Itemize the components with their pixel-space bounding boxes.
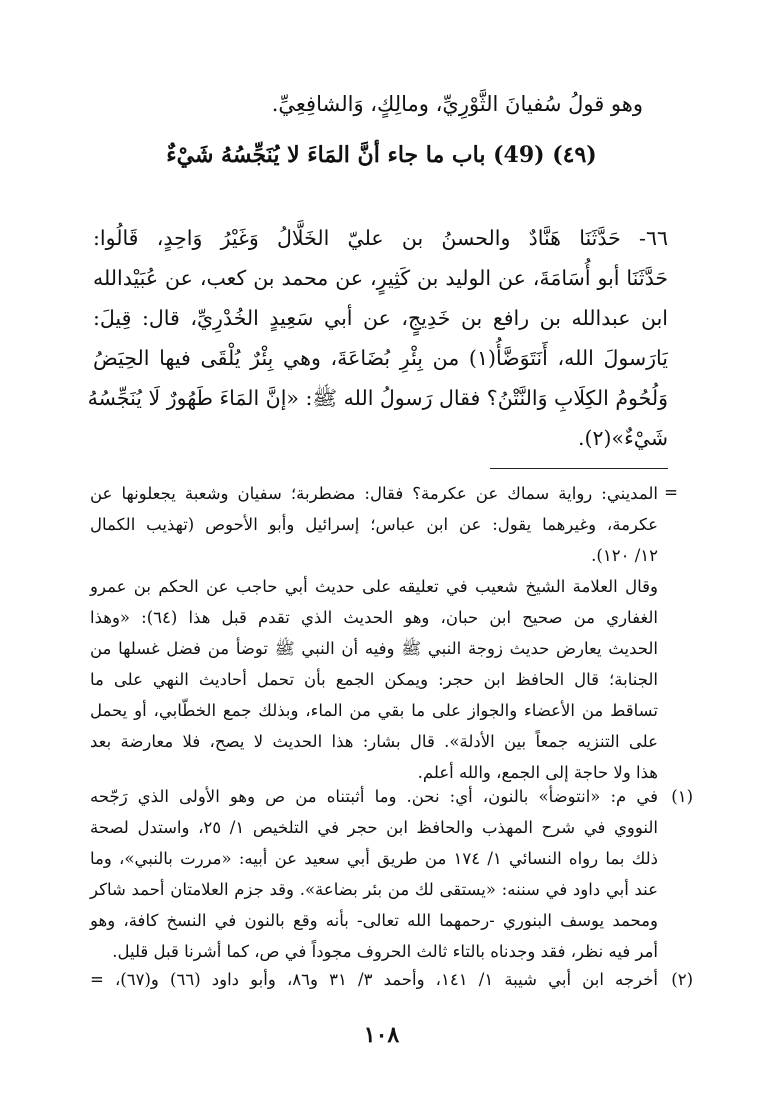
footnote-line: الغفاري من صحيح ابن حبان، وهو الحديث الذي تقدم قبل هذا (٦٤): «وهذا xyxy=(90,608,658,627)
footnote-1-line: ذلك بما رواه النسائي ١/ ١٧٤ من طريق أبي سعيد عن أبيه: «مررت بالنبي»، وما xyxy=(90,849,658,868)
hadith-line: شَيْءٌ»(٢). xyxy=(578,426,668,450)
footnote-line: هذا ولا حاجة إلى الجمع، والله أعلم. xyxy=(417,763,658,782)
footnote-1-line: عند أبي داود في سننه: «يستقى لك من بئر بضاعة». وقد جزم العلامتان أحمد شاكر xyxy=(90,880,658,899)
footnote-1-line: ومحمد يوسف البنوري -رحمهما الله تعالى- بأنه وقع بالنون في النسخ كافة، وهو xyxy=(90,911,658,930)
footnote-line: الجنابة؛ قال الحافظ ابن حجر: ويمكن الجمع بأن تحمل أحاديث النهي على ما xyxy=(90,670,658,689)
footnote-1-marker: (١) xyxy=(671,787,693,806)
footnote-line: عكرمة، وغيرهما يقول: عن ابن عباس؛ إسرائيل وأبو الأحوص (تهذيب الكمال xyxy=(90,515,658,534)
footnote-line: وقال العلامة الشيخ شعيب في تعليقه على حديث أبي حاجب عن الحكم بن عمرو xyxy=(90,577,658,596)
footnote-divider xyxy=(490,468,668,469)
footnote-line: الحديث يعارض حديث زوجة النبي ﷺ وفيه أن النبي ﷺ توضأ من فضل غسلها من xyxy=(90,639,658,658)
footnote-1-line: أمر فيه نظر، فقد وجدناه بالتاء ثالث الحروف مجوداً في ص، كما أشرنا قبل قليل. xyxy=(112,942,658,961)
footnote-1-line: النووي في شرح المهذب والحافظ ابن حجر في التلخيص ١/ ٢٥، واستدل لصحة xyxy=(90,818,658,837)
footnote-line: تساقط من الأعضاء والجواز على ما بقي من الماء، وبذلك جمع الخطّابي، أو يحمل xyxy=(90,701,658,720)
page-number: ١٠٨ xyxy=(363,1022,400,1048)
intro-line: وهو قولُ سُفيانَ الثَّوْرِيِّ، ومالِكٍ، وَالشافِعِيِّ. xyxy=(271,92,643,116)
hadith-line: حَدَّثَنَا أبو أُسَامَةَ، عن الوليد بن كَثِيرٍ، عن محمد بن كعب، عن عُبَيْدالله xyxy=(93,266,668,290)
footnote-line: المديني: رواية سماك عن عكرمة؟ فقال: مضطربة؛ سفيان وشعبة يجعلونها عن xyxy=(90,484,658,503)
footnote-line: على التنزيه جمعاً بين الأدلة». قال بشار: هذا الحديث لا يصح، فلا معارضة بعد xyxy=(90,732,658,751)
hadith-line: ابن عبدالله بن رافع بن خَدِيجٍ، عن أبي سَعِيدٍ الخُدْرِيِّ، قال: قِيلَ: xyxy=(93,306,668,330)
footnote-continuation-marker: = xyxy=(664,483,678,502)
footnote-1-line: في م: «انتوضأ» بالنون، أي: نحن. وما أثبتناه من ص وهو الأولى الذي رَجّحه xyxy=(90,787,658,806)
chapter-heading: (٤٩) (49) باب ما جاء أنَّ المَاءَ لا يُنَجِّسُهُ شَيْءٌ xyxy=(166,142,597,168)
hadith-line: ٦٦- حَدَّثَنَا هَنَّادٌ والحسنُ بن عليّ الخَلَّالُ وَغَيْرُ وَاحِدٍ، قَالُوا: xyxy=(93,226,668,250)
footnote-line: ١٢/ ١٢٠). xyxy=(591,546,658,565)
footnote-2-marker: (٢) xyxy=(671,970,693,989)
hadith-line: وَلُحُومُ الكِلَابِ وَالنَّتْنُ؟ فقال رَسولُ الله ﷺ: «إنَّ المَاءَ طَهُورٌ لَا يُنَجِّسُهُ xyxy=(87,386,668,410)
footnote-2-line: أخرجه ابن أبي شيبة ١/ ١٤١، وأحمد ٣/ ٣١ و٨٦، وأبو داود (٦٦) و(٦٧)، = xyxy=(90,970,658,989)
hadith-line: يَارَسولَ الله، أَنَتَوَضَّأُ(١) من بِئْرِ بُضَاعَةَ، وهي بِئْرٌ يُلْقَى فيها الحِيَضُ xyxy=(93,346,668,370)
